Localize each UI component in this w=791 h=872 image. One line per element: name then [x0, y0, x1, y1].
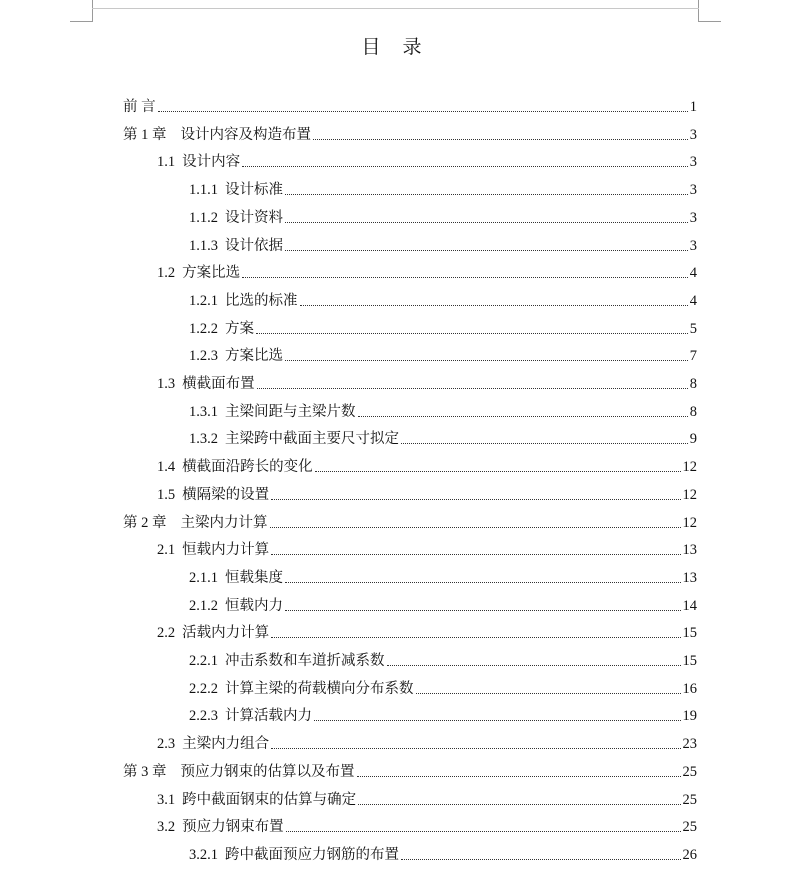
toc-entry[interactable] — [157, 816, 697, 836]
toc-entry[interactable] — [189, 705, 697, 725]
toc-entry[interactable] — [189, 401, 697, 421]
toc-entry-text: 横截面布置 — [182, 376, 255, 392]
toc-entry[interactable] — [189, 235, 697, 255]
toc-entry-text: 方案比选 — [182, 265, 241, 281]
toc-entry-number: 1.4 — [157, 459, 176, 475]
toc-entry-text: 主梁间距与主梁片数 — [225, 404, 356, 420]
toc-entry[interactable] — [189, 678, 697, 698]
toc-entry-page: 4 — [689, 265, 697, 281]
toc-entry-number: 2.2 — [157, 625, 176, 641]
toc-leader-dots — [357, 775, 681, 777]
toc-entry-number: 2.1.1 — [189, 570, 218, 586]
toc-entry-text: 设计资料 — [225, 210, 283, 226]
toc-entry-number: 2.3 — [157, 736, 176, 752]
toc-leader-dots — [314, 719, 681, 721]
toc-entry-page: 15 — [682, 625, 697, 641]
toc-entry-number: 第 2 章 — [123, 515, 167, 531]
toc-entry-page: 12 — [682, 459, 697, 475]
toc-entry-text: 预应力钢束布置 — [182, 819, 284, 835]
toc-entry-number: 1.3.2 — [189, 431, 218, 447]
toc-entry-text: 设计依据 — [225, 238, 283, 254]
toc-entry-page: 5 — [689, 321, 697, 337]
toc-entry[interactable] — [157, 622, 697, 642]
toc-entry[interactable] — [157, 151, 697, 171]
toc-entry[interactable] — [123, 512, 697, 532]
toc-entry[interactable] — [189, 567, 697, 587]
toc-entry-number: 3.1 — [157, 792, 176, 808]
toc-entry-page: 1 — [689, 99, 697, 115]
toc-entry-label — [189, 652, 385, 670]
toc-entry-number: 3.2 — [157, 819, 176, 835]
toc-entry-page: 9 — [689, 431, 697, 447]
toc-leader-dots — [271, 498, 680, 500]
toc-leader-dots — [242, 276, 688, 278]
toc-entry-text: 恒载内力 — [225, 598, 283, 614]
toc-entry-label — [189, 292, 298, 310]
toc-leader-dots — [286, 830, 681, 832]
toc-leader-dots — [285, 359, 688, 361]
toc-entry[interactable] — [157, 484, 697, 504]
toc-entry-page: 25 — [682, 764, 697, 780]
toc-entry-text: 恒载内力计算 — [182, 542, 270, 558]
toc-entry[interactable] — [189, 428, 697, 448]
toc-entry-label — [189, 320, 254, 338]
toc-entry-label — [157, 624, 269, 642]
toc-entry-label — [157, 541, 269, 559]
toc-leader-dots — [271, 747, 680, 749]
toc-entry-page: 15 — [682, 653, 697, 669]
toc-leader-dots — [387, 664, 681, 666]
toc-entry[interactable] — [189, 844, 697, 864]
toc-entry[interactable] — [189, 207, 697, 227]
toc-leader-dots — [285, 221, 688, 223]
toc-leader-dots — [285, 609, 681, 611]
toc-entry-number: 1.2.2 — [189, 321, 218, 337]
crop-mark-left-vertical — [92, 0, 93, 22]
toc-entry-text: 设计内容 — [182, 154, 241, 170]
toc-leader-dots — [285, 193, 688, 195]
toc-entry[interactable] — [123, 761, 697, 781]
toc-entry-text: 横隔梁的设置 — [182, 487, 270, 503]
toc-entry-text: 预应力钢束的估算以及布置 — [180, 764, 355, 780]
toc-entry-text: 比选的标准 — [225, 293, 298, 309]
toc-entry-text: 主梁内力组合 — [182, 736, 270, 752]
toc-entry-page: 16 — [682, 681, 697, 697]
toc-entry-label — [189, 597, 283, 615]
toc-entry-label — [123, 126, 311, 144]
toc-entry-page: 8 — [689, 404, 697, 420]
toc-entry-number: 1.1.2 — [189, 210, 218, 226]
toc-entry[interactable] — [189, 595, 697, 615]
toc-entry-label — [123, 98, 156, 116]
toc-leader-dots — [256, 332, 688, 334]
toc-entry-page: 14 — [682, 598, 697, 614]
toc-entry-label — [157, 791, 356, 809]
toc-entry-text: 方案 — [225, 321, 254, 337]
toc-entry-label — [189, 430, 399, 448]
toc-leader-dots — [271, 553, 680, 555]
toc-entry-page: 3 — [689, 238, 697, 254]
toc-entry-page: 13 — [682, 542, 697, 558]
toc-entry-page: 3 — [689, 154, 697, 170]
toc-entry-text: 设计标准 — [225, 182, 283, 198]
toc-entry-text: 横截面沿跨长的变化 — [182, 459, 313, 475]
toc-entry[interactable] — [123, 96, 697, 116]
toc-entry-page: 13 — [682, 570, 697, 586]
toc-entry-text: 计算活载内力 — [225, 708, 312, 724]
toc-entry-number: 1.2.1 — [189, 293, 218, 309]
toc-entry-number: 1.2.3 — [189, 348, 218, 364]
toc-entry-page: 3 — [689, 182, 697, 198]
toc-entry-page: 4 — [689, 293, 697, 309]
toc-entry-label — [189, 707, 312, 725]
toc-leader-dots — [401, 442, 688, 444]
toc-entry-number: 2.1.2 — [189, 598, 218, 614]
toc-leader-dots — [242, 165, 688, 167]
toc-entry[interactable] — [157, 262, 697, 282]
crop-mark-right-horizontal — [698, 21, 721, 22]
toc-entry-page: 12 — [682, 515, 697, 531]
toc-entry-page: 25 — [682, 819, 697, 835]
toc-leader-dots — [270, 526, 681, 528]
toc-leader-dots — [358, 803, 680, 805]
toc-leader-dots — [285, 249, 688, 251]
toc-entry-page: 7 — [689, 348, 697, 364]
toc-entry-text: 设计内容及构造布置 — [180, 127, 311, 143]
toc-entry[interactable] — [157, 373, 697, 393]
toc-entry-label — [157, 153, 240, 171]
toc-entry-page: 3 — [689, 210, 697, 226]
toc-entry-number: 1.2 — [157, 265, 176, 281]
toc-entry[interactable] — [189, 179, 697, 199]
toc-entry-number: 第 3 章 — [123, 764, 167, 780]
toc-entry-number: 2.2.1 — [189, 653, 218, 669]
toc-entry-number: 1.3.1 — [189, 404, 218, 420]
crop-mark-left-horizontal — [70, 21, 93, 22]
toc-entry-label — [123, 763, 355, 781]
toc-entry-number: 2.2.2 — [189, 681, 218, 697]
toc-entry-label — [189, 846, 399, 864]
toc-entry-label — [189, 680, 414, 698]
toc-leader-dots — [358, 415, 688, 417]
toc-entry-page: 3 — [689, 127, 697, 143]
toc-leader-dots — [271, 636, 680, 638]
toc-entry-number: 1.5 — [157, 487, 176, 503]
toc-entry-text: 冲击系数和车道折减系数 — [225, 653, 385, 669]
toc-entry[interactable] — [189, 345, 697, 365]
toc-entry[interactable] — [157, 733, 697, 753]
toc-entry-number: 第 1 章 — [123, 127, 167, 143]
toc-entry-number: 1.1 — [157, 154, 176, 170]
toc-entry[interactable] — [157, 539, 697, 559]
toc-entry-page: 25 — [682, 792, 697, 808]
toc-entry[interactable] — [157, 789, 697, 809]
toc-entry-label — [157, 458, 313, 476]
toc-leader-dots — [416, 692, 681, 694]
toc-leader-dots — [285, 581, 681, 583]
toc-entry-label — [189, 347, 283, 365]
toc-entry-number: 3.2.1 — [189, 847, 218, 863]
toc-entry-label — [157, 264, 240, 282]
toc-entry-number: 前 言 — [123, 99, 156, 115]
toc-entry-text: 跨中截面预应力钢筋的布置 — [225, 847, 399, 863]
toc-entry-text: 跨中截面钢束的估算与确定 — [182, 792, 357, 808]
toc-entry-text: 方案比选 — [225, 348, 283, 364]
toc-leader-dots — [257, 387, 688, 389]
toc-entry-label — [157, 818, 284, 836]
toc-entry-text: 活载内力计算 — [182, 625, 270, 641]
toc-entry[interactable] — [157, 456, 697, 476]
crop-mark-right-vertical — [698, 0, 699, 22]
toc-entry-label — [189, 181, 283, 199]
toc-entry-label — [189, 569, 283, 587]
toc-entry-label — [157, 735, 269, 753]
toc-entry-label — [123, 514, 268, 532]
toc-entry[interactable] — [123, 124, 697, 144]
toc-entry-number: 2.2.3 — [189, 708, 218, 724]
toc-entry-page: 23 — [682, 736, 697, 752]
toc-entry-label — [189, 237, 283, 255]
toc-entry-label — [189, 403, 356, 421]
toc-entry-page: 26 — [682, 847, 697, 863]
toc-entry-page: 8 — [689, 376, 697, 392]
toc-entry[interactable] — [189, 290, 697, 310]
toc-leader-dots — [158, 110, 688, 112]
toc-entry[interactable] — [189, 318, 697, 338]
toc-leader-dots — [313, 138, 688, 140]
toc-entry-text: 恒载集度 — [225, 570, 283, 586]
toc-entry-label — [157, 375, 255, 393]
header-rule — [92, 8, 699, 9]
page-title: 目 录 — [361, 36, 430, 58]
toc-leader-dots — [315, 470, 681, 472]
toc-entry-text: 主梁内力计算 — [180, 515, 268, 531]
toc-entry[interactable] — [189, 650, 697, 670]
toc-entry-text: 计算主梁的荷载横向分布系数 — [225, 681, 414, 697]
toc-entry-page: 12 — [682, 487, 697, 503]
toc-leader-dots — [300, 304, 688, 306]
toc-entry-number: 1.3 — [157, 376, 176, 392]
toc-entry-number: 1.1.1 — [189, 182, 218, 198]
toc-entry-text: 主梁跨中截面主要尺寸拟定 — [225, 431, 399, 447]
toc-entry-number: 1.1.3 — [189, 238, 218, 254]
toc-leader-dots — [401, 858, 681, 860]
toc-entry-label — [189, 209, 283, 227]
toc-entry-page: 19 — [682, 708, 697, 724]
toc-entry-number: 2.1 — [157, 542, 176, 558]
toc-entry-label — [157, 486, 269, 504]
